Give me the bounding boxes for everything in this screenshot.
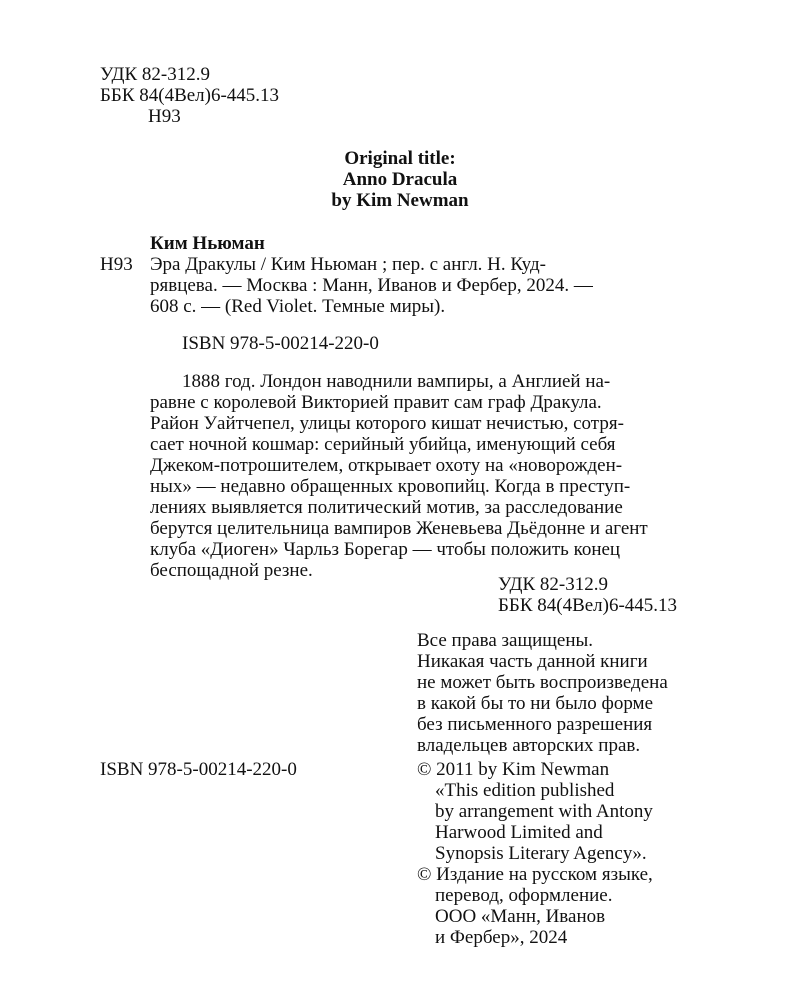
original-title-label: Original title: bbox=[344, 148, 456, 169]
original-title: Anno Dracula bbox=[342, 169, 458, 190]
copyright-line: by arrangement with Antony bbox=[435, 801, 653, 822]
annotation bbox=[150, 371, 703, 581]
annotation-line: берутся целительница вампиров Женевьева Дьёдонне и агент bbox=[150, 518, 648, 539]
copyright-line: © Издание на русском языке, bbox=[417, 864, 653, 885]
original-title-block bbox=[200, 148, 600, 211]
annotation-line: лениях выявляется политический мотив, за расследование bbox=[150, 497, 623, 518]
copyright-block bbox=[417, 759, 653, 948]
rights-line: владельцев авторских прав. bbox=[417, 735, 641, 756]
record-line: рявцева. — Москва : Манн, Иванов и Фербер, 2024. — bbox=[150, 275, 593, 296]
original-byline: by Kim Newman bbox=[331, 190, 469, 211]
rights-line: Все права защищены. bbox=[417, 630, 594, 651]
rights-line: в какой бы то ни было форме bbox=[417, 693, 653, 714]
annotation-line: клуба «Диоген» Чарльз Борегар — чтобы положить конец bbox=[150, 539, 621, 560]
annotation-line: сает ночной кошмар: серийный убийца, именующий себя bbox=[150, 434, 616, 455]
rights-line: без письменного разрешения bbox=[417, 714, 653, 735]
rights-notice bbox=[417, 630, 668, 756]
annotation-line: Район Уайтчепел, улицы которого кишат нечистью, сотря- bbox=[150, 413, 624, 434]
annotation-line: равне с королевой Викторией правит сам граф Дракула. bbox=[150, 392, 602, 413]
record-description bbox=[150, 254, 703, 317]
copyright-line: «This edition published bbox=[435, 780, 615, 801]
rights-line: Никакая часть данной книги bbox=[417, 651, 648, 672]
copyright-line: и Фербер», 2024 bbox=[435, 927, 568, 948]
record-cutter: Н93 bbox=[100, 254, 133, 275]
copyright-line: ООО «Манн, Иванов bbox=[435, 906, 606, 927]
annotation-line: Джеком-потрошителем, открывает охоту на «новорожден- bbox=[150, 455, 623, 476]
header-codes bbox=[100, 64, 279, 127]
rights-line: не может быть воспроизведена bbox=[417, 672, 668, 693]
header-cutter: Н93 bbox=[148, 106, 181, 127]
header-bbk: ББК 84(4Вел)6-445.13 bbox=[100, 85, 280, 106]
copyright-line: Synopsis Literary Agency». bbox=[435, 843, 647, 864]
copyright-line: перевод, оформление. bbox=[435, 885, 613, 906]
record-isbn: ISBN 978-5-00214-220-0 bbox=[182, 333, 379, 354]
record-author: Ким Ньюман bbox=[150, 233, 265, 254]
record-line: 608 с. — (Red Violet. Темные миры). bbox=[150, 296, 446, 317]
classification-bbk: ББК 84(4Вел)6-445.13 bbox=[498, 595, 678, 616]
footer-isbn: ISBN 978-5-00214-220-0 bbox=[100, 759, 297, 780]
header-udk: УДК 82-312.9 bbox=[100, 64, 210, 85]
copyright-line: Harwood Limited and bbox=[435, 822, 603, 843]
classification-udk: УДК 82-312.9 bbox=[498, 574, 608, 595]
record-line: Эра Дракулы / Ким Ньюман ; пер. с англ. Н. Куд- bbox=[150, 254, 546, 275]
annotation-line: ных» — недавно обращенных кровопийц. Когда в преступ- bbox=[150, 476, 631, 497]
classification-codes bbox=[498, 574, 677, 616]
copyright-line: © 2011 by Kim Newman bbox=[417, 759, 610, 780]
annotation-line: беспощадной резне. bbox=[150, 560, 313, 581]
annotation-line: 1888 год. Лондон наводнили вампиры, а Англией на- bbox=[182, 371, 611, 392]
